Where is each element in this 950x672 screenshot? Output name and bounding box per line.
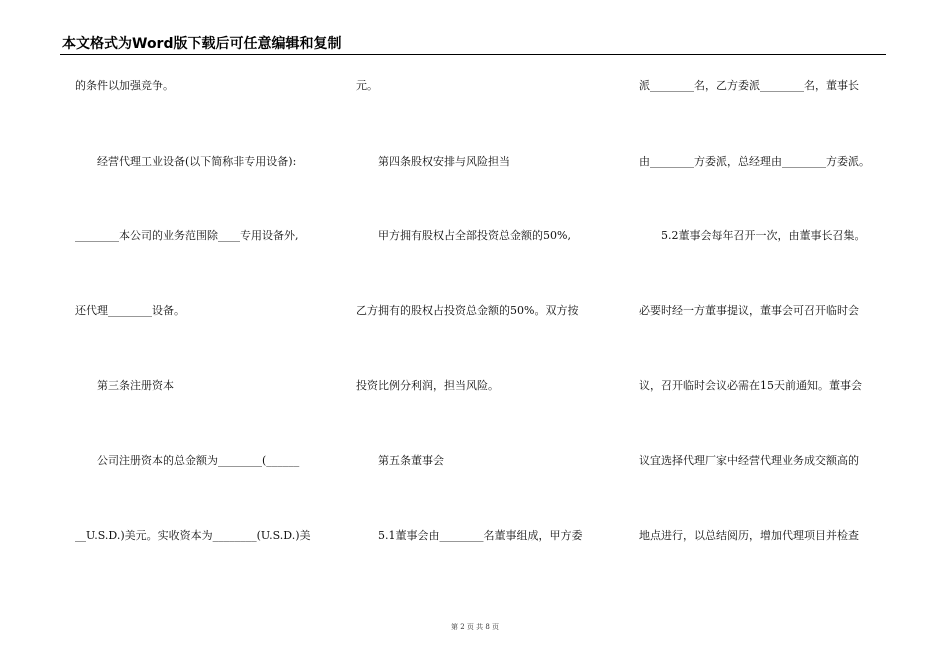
text-line: 投资比例分利润，担当风险。 [356, 379, 499, 392]
text-line: 经营代理工业设备(以下简称非专用设备): [75, 155, 297, 168]
text-line: 第四条股权安排与风险担当 [356, 155, 510, 168]
text-line: 必要时经一方董事提议，董事会可召开临时会 [639, 304, 859, 317]
text-line: 还代理________设备。 [75, 304, 185, 317]
text-line: 由________方委派，总经理由________方委派。 [639, 155, 870, 168]
text-line: 议宜选择代理厂家中经营代理业务成交额高的 [639, 454, 859, 467]
text-line: 派________名，乙方委派________名，董事长 [639, 79, 859, 92]
text-line: 5.1董事会由________名董事组成，甲方委 [356, 529, 583, 542]
text-line: 5.2董事会每年召开一次，由董事长召集。 [639, 229, 866, 242]
header-divider [60, 54, 886, 55]
text-line: 乙方拥有的股权占投资总金额的50%。双方按 [356, 304, 579, 317]
text-line: 第三条注册资本 [75, 379, 174, 392]
page-number: 第 2 页 共 8 页 [450, 623, 500, 631]
text-line: ________本公司的业务范围除____专用设备外, [75, 229, 299, 242]
text-line: __U.S.D.)美元。实收资本为________(U.S.D.)美 [75, 529, 311, 542]
text-line: 元。 [356, 79, 378, 92]
page-header-title: 本文格式为Word版下载后可任意编辑和复制 [62, 36, 342, 52]
text-line: 议，召开临时会议必需在15天前通知。董事会 [639, 379, 862, 392]
text-line: 第五条董事会 [356, 454, 444, 467]
text-line: 的条件以加强竞争。 [75, 79, 174, 92]
text-line: 地点进行，以总结阅历，增加代理项目并检查 [639, 529, 859, 542]
text-line: 甲方拥有股权占全部投资总金额的50%, [356, 229, 571, 242]
text-line: 公司注册资本的总金额为________(______ [75, 454, 300, 467]
